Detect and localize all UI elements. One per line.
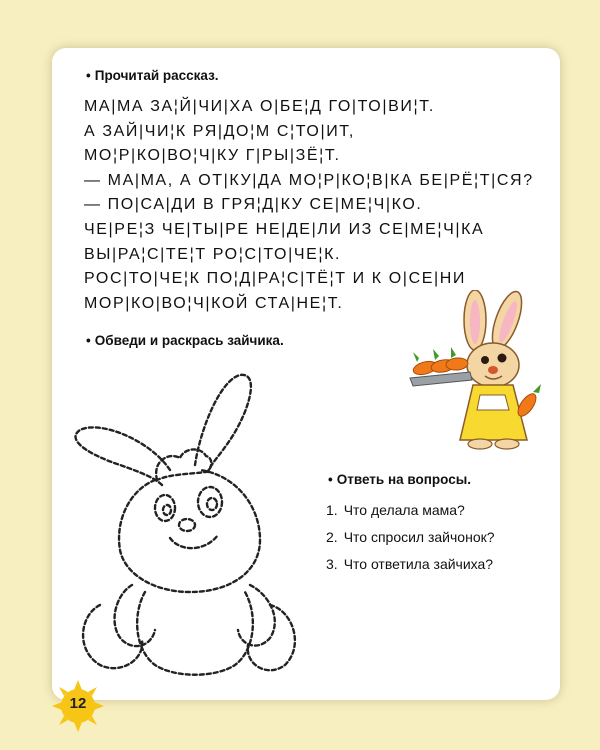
story-line: РОС|ТО|ЧЕ¦К ПО¦Д|РА¦С|ТЁ¦Т И К О|СЕ|НИ bbox=[84, 270, 467, 288]
bullet-icon: • bbox=[328, 472, 333, 487]
bullet-icon: • bbox=[86, 68, 91, 83]
story-line: А ЗАЙ|ЧИ¦К РЯ|ДО¦М С¦ТО|ИТ, bbox=[84, 122, 355, 140]
question-number: 3. bbox=[326, 556, 338, 572]
questions-list bbox=[326, 497, 495, 578]
story-line: ЧЕ|РЕ¦З ЧЕ|ТЫ|РЕ НЕ|ДЕ|ЛИ ИЗ СЕ|МЕ¦Ч|КА bbox=[84, 220, 485, 238]
question-number: 1. bbox=[326, 502, 338, 518]
story-line: ВЫ|РА¦С|ТЕ¦Т РО¦С|ТО|ЧЕ¦К. bbox=[84, 245, 342, 263]
read-story-heading: • Прочитай рассказ. bbox=[86, 68, 219, 83]
bullet-icon: • bbox=[86, 333, 91, 348]
question-text: Что спросил зайчонок? bbox=[343, 529, 495, 545]
question-item bbox=[326, 497, 495, 524]
questions-heading: • Ответь на вопросы. bbox=[328, 472, 471, 487]
story-line: — МА|МА, А ОТ|КУ|ДА МО¦Р|КО¦В|КА БЕ|РЁ¦Т|СЯ? bbox=[84, 171, 534, 189]
story-line: МОР|КО|ВО¦Ч|КОЙ СТА|НЕ¦Т. bbox=[84, 294, 344, 312]
story-line: МО¦Р|КО|ВО¦Ч|КУ Г|РЫ|ЗЁ¦Т. bbox=[84, 147, 341, 165]
question-item bbox=[326, 551, 495, 578]
question-number: 2. bbox=[326, 529, 338, 545]
dotted-bunny-outline-icon[interactable] bbox=[60, 360, 330, 680]
page-number: 12 bbox=[69, 695, 87, 712]
question-item bbox=[326, 524, 495, 551]
story-line: — ПО|СА|ДИ В ГРЯ¦Д|КУ СЕ|МЕ¦Ч|КО. bbox=[84, 196, 423, 214]
question-text: Что делала мама? bbox=[343, 502, 465, 518]
story-line: МА|МА ЗА¦Й|ЧИ|ХА О|БЕ¦Д ГО|ТО|ВИ¦Т. bbox=[84, 98, 435, 115]
story-text bbox=[84, 95, 554, 316]
trace-heading: • Обведи и раскрась зайчика. bbox=[86, 333, 284, 348]
bunny-with-carrots-illustration bbox=[405, 290, 555, 450]
question-text: Что ответила зайчиха? bbox=[343, 556, 494, 572]
